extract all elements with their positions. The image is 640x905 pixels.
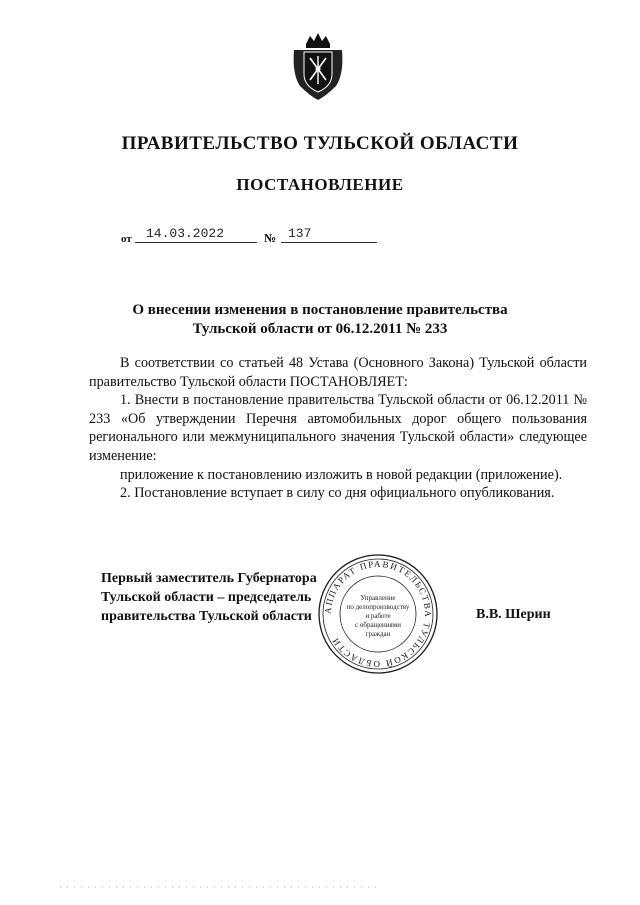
body-paragraph-3: приложение к постановлению изложить в новой редакции (приложение). [120, 466, 563, 483]
stamp-line-4: с обращениями [355, 621, 401, 629]
document-type: ПОСТАНОВЛЕНИЕ [236, 175, 404, 194]
date-label: от [121, 233, 132, 245]
number-underline [281, 242, 377, 243]
coat-of-arms-icon [288, 30, 348, 102]
stamp-line-1: Управление [360, 594, 396, 602]
government-title: ПРАВИТЕЛЬСТВО ТУЛЬСКОЙ ОБЛАСТИ [121, 133, 519, 154]
stamp-line-2: по делопроизводству [346, 603, 410, 611]
body-paragraph-2: 1. Внести в постановление правительства Тульской области от 06.12.2011 № 233 «Об утверждении Перечня автомобильных дорог общего пользования регионального или межмуниципального значения Тульской области» следующее изменение: [89, 392, 587, 464]
subject-line-1: О внесении изменения в постановление правительства [132, 302, 508, 318]
document-body [89, 354, 587, 503]
stamp-line-5: граждан [365, 630, 391, 638]
number-label: № [264, 231, 277, 245]
signatory-title-line-2: Тульской области – председатель [101, 590, 312, 605]
stamp-line-3: и работе [365, 612, 391, 620]
document-subject [100, 301, 540, 339]
subject-line-2: Тульской области от 06.12.2011 № 233 [192, 321, 448, 337]
stamp-ring-text: АППАРАТ ПРАВИТЕЛЬСТВА ТУЛЬСКОЙ ОБЛАСТИ [322, 558, 434, 670]
date-underline [135, 242, 257, 243]
signatory-title-line-3: правительства Тульской области [101, 609, 312, 624]
signatory-title-line-1: Первый заместитель Губернатора [101, 571, 317, 586]
signatory-name: В.В. Шерин [476, 607, 551, 622]
body-paragraph-4: 2. Постановление вступает в силу со дня официального опубликования. [120, 485, 555, 502]
document-date: 14.03.2022 [146, 226, 225, 241]
registration-line [121, 226, 391, 246]
body-paragraph-1: В соответствии со статьей 48 Устава (Основного Закона) Тульской области правительство Тульской области ПОСТАНОВЛЯЕТ: [89, 355, 587, 390]
official-stamp [316, 552, 440, 676]
document-number: 137 [288, 226, 312, 241]
scan-artifact [60, 885, 380, 889]
